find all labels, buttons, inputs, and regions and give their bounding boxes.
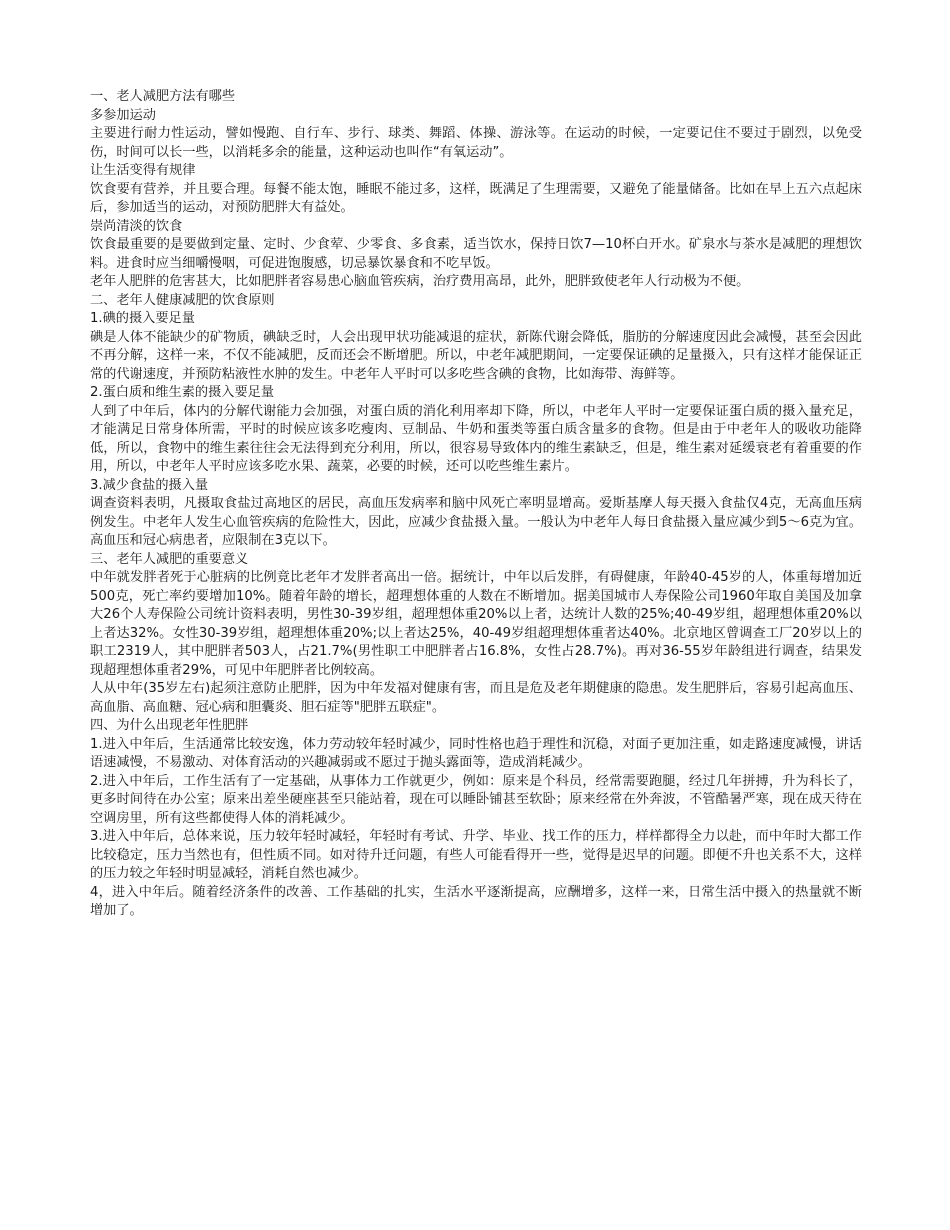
- subheading-protein-vitamin: 2.蛋白质和维生素的摄入要足量: [90, 385, 275, 400]
- paragraph-protein-vitamin: 人到了中年后，体内的分解代谢能力会加强，对蛋白质的消化利用率却下降，所以，中老年人平时一定要保证蛋白质的摄入量充足，才能满足日常身体所需，平时的时候应该多吃瘦肉、豆制品、牛奶和蛋类等蛋白质含量多的食物。但是由于中老年人的吸收功能降低，所以，食物中的维生素往往会无法得到充分利用，所以，很容易导致体内的维生素缺乏，但是，维生素对延缓衰老有着重要的作用，所以，中老年人平时应该多吃水果、蔬菜，必要的时候，还可以吃些维生素片。: [90, 403, 862, 474]
- paragraph-light-diet: 饮食最重要的是要做到定量、定时、少食荤、少零食、多食素，适当饮水，保持日饮7—10杯白开水。矿泉水与茶水是减肥的理想饮料。进食时应当细嚼慢咽，可促进饱腹感，切忌暴饮暴食和不吃早饭。: [90, 237, 862, 271]
- section-heading-2: 二、老年人健康减肥的饮食原则: [90, 292, 275, 308]
- paragraph-regular-life: 饮食要有营养，并且要合理。每餐不能太饱，睡眠不能过多，这样，既满足了生理需要，又避免了能量储备。比如在早上五六点起床后，参加适当的运动，对预防肥胖大有益处。: [90, 181, 862, 215]
- paragraph-obesity-harm: 老年人肥胖的危害甚大，比如肥胖者容易患心脑血管疾病，治疗费用高昂，此外，肥胖致使老年人行动极为不便。: [90, 274, 750, 289]
- subheading-regular-life: 让生活变得有规律: [90, 163, 196, 178]
- paragraph-iodine: 碘是人体不能缺少的矿物质，碘缺乏时，人会出现甲状功能减退的症状，新陈代谢会降低，脂肪的分解速度因此会减慢，甚至会因此不再分解，这样一来，不仅不能减肥，反而还会不断增肥。所以，中老年减肥期间，一定要保证碘的足量摄入，只有这样才能保证正常的代谢速度，并预防粘液性水肿的发生。中老年人平时可以多吃些含碘的食物，比如海带、海鲜等。: [90, 329, 862, 382]
- document-body: [90, 88, 862, 921]
- section-heading-1: 一、老人减肥方法有哪些: [90, 89, 236, 104]
- subheading-exercise: 多参加运动: [90, 107, 156, 123]
- paragraph-statistics: 中年就发胖者死于心脏病的比例竟比老年才发胖者高出一倍。据统计，中年以后发胖，有碍健康，年龄40-45岁的人，体重每增加近500克，死亡率约要增加10%。随着年龄的增长，超理想体重的人数在不断增加。据美国城市人寿保险公司1960年取自美国及加拿大26个人寿保险公司统计资料表明，男性30-39岁组，超理想体重20%以上者，达统计人数的25%;40-49岁组，超理想体重20%以上者达32%。女性30-39岁组，超理想体重20%;以上者达25%，40-49岁组超理想体重者达40%。北京地区曾调查工厂20岁以上的职工2319人，其中肥胖者503人，占21.7%(男性职工中肥胖者占16.8%，女性占28.7%)。再对36-55岁年龄组进行调查，结果发现超理想体重者29%，可见中年肥胖者比例较高。: [90, 570, 862, 678]
- paragraph-reason-4: 4，进入中年后。随着经济条件的改善、工作基础的扎实，生活水平逐渐提高，应酬增多，这样一来，日常生活中摄入的热量就不断增加了。: [90, 884, 862, 918]
- paragraph-reason-3: 3.进入中年后，总体来说，压力较年轻时减轻，年轻时有考试、升学、毕业、找工作的压力，样样都得全力以赴，而中年时大都工作比较稳定，压力当然也有，但性质不同。如对待升迁问题，有些人可能看得开一些，觉得是迟早的问题。即便不升也关系不大，这样的压力较之年轻时明显减轻，消耗自然也减少。: [90, 829, 862, 881]
- subheading-salt: 3.减少食盐的摄入量: [90, 477, 209, 493]
- section-heading-4: 四、为什么出现老年性肥胖: [90, 718, 249, 733]
- paragraph-reason-1: 1.进入中年后，生活通常比较安逸，体力劳动较年轻时减少，同时性格也趋于理性和沉稳，对面子更加注重，如走路速度减慢，讲话语速减慢，不易激动、对体育活动的兴趣减弱或不愿过于抛头露面等，造成消耗减少。: [90, 736, 862, 770]
- subheading-iodine: 1.碘的摄入要足量: [90, 311, 195, 326]
- paragraph-middle-age: 人从中年(35岁左右)起须注意防止肥胖，因为中年发福对健康有害，而且是危及老年期健康的隐患。发生肥胖后，容易引起高血压、高血脂、高血糖、冠心病和胆囊炎、胆石症等"肥胖五联症"。: [90, 681, 862, 715]
- paragraph-salt: 调查资料表明，凡摄取食盐过高地区的居民，高血压发病率和脑中风死亡率明显增高。爱斯基摩人每天摄入食盐仅4克，无高血压病例发生。中老年人发生心血管疾病的危险性大，因此，应减少食盐摄入量。一般认为中老年人每日食盐摄入量应减少到5～6克为宜。高血压和冠心病患者，应限制在3克以下。: [90, 496, 862, 548]
- subheading-light-diet: 崇尚清淡的饮食: [90, 218, 183, 234]
- section-heading-3: 三、老年人减肥的重要意义: [90, 551, 249, 567]
- paragraph-exercise: 主要进行耐力性运动，譬如慢跑、自行车、步行、球类、舞蹈、体操、游泳等。在运动的时候，一定要记住不要过于剧烈，以免受伤，时间可以长一些，以消耗多余的能量，这种运动也叫作“有氧运动”。: [90, 126, 862, 160]
- paragraph-reason-2: 2.进入中年后，工作生活有了一定基础，从事体力工作就更少，例如：原来是个科员，经常需要跑腿，经过几年拼搏，升为科长了，更多时间待在办公室；原来出差坐硬座甚至只能站着，现在可以睡卧铺甚至软卧；原来经常在外奔波，不管酷暑严寒，现在成天待在空调房里，所有这些都使得人体的消耗减少。: [90, 773, 862, 826]
